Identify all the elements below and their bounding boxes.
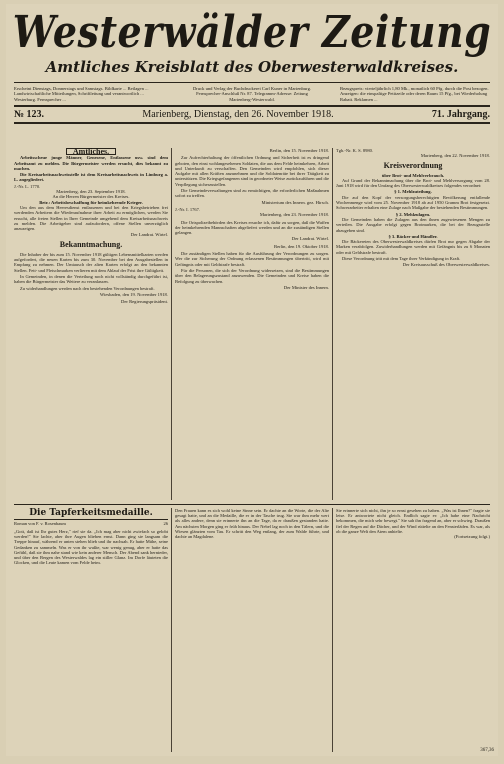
feature-column-3 xyxy=(336,508,490,752)
feature-column-1: „Gott, daß ist Ihr gutes Herz," rief sie da. „Ich mag aber nicht zwiefach so gelobt werden!" Sie lachte, aber ihre Augen blieben ernst. Dann ging sie langsam die Treppe hinauf, während er unten stehen blieb und ihr nachsah. Er hatte Mühe, seine Gedanken zu sammeln. Was er von ihr wußte, war wenig genug, aber er hatte das Gefühl, daß sie ihm nahe stand wie kein anderer Mensch. Der Abend sank hernieder, und über den Bergen des Westerwaldes lag ein stiller Glanz. Im Dorfe läuteten die Glocken, und die Leute kamen vom Felde heim. xyxy=(14,529,168,566)
column-ministry xyxy=(175,148,329,500)
section-heading-announcement: Bekanntmachung. xyxy=(59,239,123,249)
column-divider xyxy=(171,148,172,500)
masthead xyxy=(6,4,498,76)
dateline-berlin-2: Berlin, den 19. Oktober 1918. xyxy=(274,243,329,249)
signature-date: Wiesbaden, den 19. November 1918. xyxy=(99,291,168,297)
article-columns xyxy=(14,148,490,752)
column-divider xyxy=(171,508,172,752)
section-2: § 2. Mehlzulagen. xyxy=(395,211,431,217)
dateline-berlin: Berlin, den 15. November 1918. xyxy=(269,148,329,153)
feature-title: Die Tapferkeitsmedaille. xyxy=(14,508,168,520)
dateline xyxy=(14,105,490,124)
minister-signature: Der Minister des Innern. xyxy=(283,284,329,290)
ordinance-closing: Diese Verordnung tritt mit dem Tage ihrer Verkündigung in Kraft. xyxy=(342,256,461,262)
info-left: Erscheint Dienstags, Donnerstags und Samstags. Bildkarte ... Beilagen ... Landwirtschaftliche Mitteilungen, Schriftleitung und verantwortlich ... Westerburg. Fernsprecher ... xyxy=(14,86,149,102)
feature-meta xyxy=(14,521,168,526)
feature-continued: (Fortsetzung folgt.) xyxy=(454,534,490,540)
issue-number: № 123. xyxy=(14,109,45,121)
section-3-body: Die Bäckereien des Oberwesterwaldkreises dürfen Brot nur gegen Abgabe der Marken verabfolgen. Zuwiderhandlungen werden mit Gefängnis bis zu 6 Monaten oder mit Geldstrafe bestraft. xyxy=(336,239,490,255)
newspaper-subtitle: Amtliches Kreisblatt des Oberwesterwaldkreises. xyxy=(45,58,459,76)
announcement-body-2: In Gemeinden, in denen die Verteilung noch nicht vollständig durchgeführt ist, haben die Bürgermeister das Weitere zu veranlassen. xyxy=(14,273,168,285)
ordinance-subheading: über Brot- und Mehlverbrauch. xyxy=(381,172,445,178)
info-right: Bezugspreis: vierteljährlich 1,80 Mk., monatlich 60 Pfg. durch die Post bezogen. Anzeigen: die einspaltige Petitzeile oder deren Raum 15 Pfg., bei Wiederholung Rabatt. Reklamen ... xyxy=(340,86,489,102)
decree-body: Die zuständigen Stellen haben für die Ausführung der Verordnungen zu sorgen. Wer die zur Sicherung der Ordnung erlassenen Bestimmungen übertritt, wird mit Gefängnis oder mit Geldstrafe bestraft. xyxy=(175,251,329,267)
feature-column-2: Den Frauen kann es sich wohl keine Sinne sein. Er dachte an die Worte, die der Alte gesagt hatte, und an die Medaille, die er in der Tasche trug. Sie war ihm mehr wert als alles andere, denn sie erinnerte ihn an die Tage, da er draußen gestanden hatte. Am nächsten Morgen ging er früh hinaus. Der Nebel lag noch in den Tälern, und die Wiesen glänzten vom Tau. Er schritt den Weg entlang, der zum Walde führte, und dachte an Magdalene. xyxy=(175,508,329,540)
feature-author: Roman von F. v. Rosenbaum xyxy=(14,521,66,526)
feuilleton xyxy=(14,508,490,752)
feature-column-3-text: Sie erinnerte sich nicht, ihn je so ernst gesehen zu haben. „Was ist Ihnen?" fragte sie leise. Er antwortete nicht gleich. Endlich sagte er: „Ich habe eine Nachricht bekommen, die mich sehr bewegt." Sie sah ihn fragend an, aber er schwieg. Draußen fiel der Regen auf die Dächer, und der Wind rüttelte an den Fensterläden. Es war, als ob die ganze Welt den Atem anhielte. xyxy=(336,508,490,534)
dateline-marienberg: Marienberg, den 23. November 1918. xyxy=(259,212,329,218)
feature-number: 26 xyxy=(163,521,168,526)
ref-date: Marienberg, den 23. September 1918. xyxy=(56,189,126,195)
issue-date: Marienberg, Dienstag, den 26. November 1918. xyxy=(142,109,334,121)
ordinance-signature: Der Kreisausschuß des Oberwesterwaldkreises. xyxy=(402,262,490,268)
info-middle: Druck und Verlag der Buchdruckerei Carl Kuner in Marienburg. Fernsprecher-Anschluß Nr. 87. Telegramm-Adresse: Zeitung Marienberg-Westerwald. xyxy=(192,86,312,102)
addressee: An die Herren Bürgermeister des Kreises. xyxy=(52,194,130,200)
ref-number-2: J.-Nr. I. 1767. xyxy=(175,206,200,212)
notice-body: Um den aus dem Heeresdienst entlassenen und bei den Kriegsbetrieben frei werdenden Arbeitern die Wiederaufnahme ihrer Arbeit zu ermöglichen, werden Sie ersucht, alle freien Stellen in Ihrer Gemeinde umgehend dem Kreisarbeitsnachweis zu melden. Die Arbeitgeber sind aufzufordern, offene Stellen unverzüglich anzuzeigen. xyxy=(14,204,168,232)
police-body: Die Ortspolizeibehörden des Kreises ersuche ich, dafür zu sorgen, daß die Waffen der heimkehrenden Mannschaften abgeliefert werden und an die zuständigen Stellen gelangen. xyxy=(175,219,329,236)
section-divider xyxy=(14,504,490,505)
announcement-body-3: Zu widerhandlungen werden nach den bestehenden Verordnungen bestraft. xyxy=(20,285,155,291)
lead-notice: Arbeitsscheue junge Männer, Genesene, Entlassene usw. sind dem Arbeitsamt zu melden. Die Bürgermeister werden ersucht, dies bekannt zu machen. xyxy=(14,155,168,171)
subject-line: Betr.: Arbeitsbeschaffung für heimkehrende Krieger. xyxy=(39,199,143,205)
column-ordinance xyxy=(336,148,490,500)
notice-head: Die Kreisarbeitsnachweisstelle ist dem Kreisarbeitsnachweis in Limburg a. L. angegliedert. xyxy=(14,172,168,183)
ordinance-date: Marienberg, den 22. November 1918. xyxy=(420,153,490,159)
column-divider xyxy=(332,148,333,500)
section-1-body: Die auf den Kopf der versorgungsberechtigten Bevölkerung entfallende Wochenmenge wird vom 25. November 1918 ab auf 1950 Gramm Brot festgesetzt. Schwerarbeiter erhalten eine Zulage nach Maßgabe der bestehenden Bestimmungen. xyxy=(336,194,490,211)
signature-2: Der Regierungspräsident. xyxy=(121,299,168,305)
newspaper-page xyxy=(6,4,498,756)
announcement-body: Die Inhaber der bis zum 15. November 1918 gültigen Lebensmittelkarten werden aufgefordert, die neuen Karten bis zum 30. November bei den Ausgabestellen in Empfang zu nehmen. Der Umtausch der alten Karten erfolgt an den bekannten Stellen. Fett- und Fleischmarken verlieren mit dem Ablauf der Frist ihre Gültigkeit. xyxy=(14,251,168,273)
ordinance-ref: Tgb.-Nr. K. S. 8980. xyxy=(336,148,373,153)
column-divider xyxy=(332,508,333,752)
volume: 71. Jahrgang. xyxy=(431,109,490,121)
publication-info xyxy=(14,82,490,102)
section-2-body: Die Gemeinden haben die Zulagen aus den ihnen zugewiesenen Mengen zu verteilen. Die Ausgabe erfolgt gegen Brotmarken, die bei der Bezugsstelle abzugeben sind. xyxy=(336,216,490,233)
ministry-body-2: Die Gemeindeverwaltungen sind zu ermächtigen, die erforderlichen Maßnahmen sofort zu treffen. xyxy=(175,188,329,199)
section-1: § 1. Mehlzuteilung. xyxy=(394,189,432,195)
section-3: § 3. Bäcker und Händler. xyxy=(388,233,438,239)
ordinance-body: Auf Grund der Bekanntmachung über die Brot- und Mehlversorgung vom 28. Juni 1918 wird für den Umfang des Oberwesterwaldkreises folgendes verordnet: xyxy=(336,177,490,189)
ref-number: J.-Nr. L. 1770. xyxy=(14,183,41,189)
column-official xyxy=(14,148,168,500)
ministry-signature: Ministerium des Innern. gez. Hirsch. xyxy=(261,199,329,205)
footer-mark: 367,36 xyxy=(480,748,494,753)
decree-body-2: Für die Personen, die sich der Verordnung widersetzen, sind die Bestimmungen über den Belagerungszustand anzuwenden. Die Gemeinden und Kreise haben die Befolgung zu überwachen. xyxy=(175,267,329,284)
ministry-body: Zur Aufrechterhaltung der öffentlichen Ordnung und Sicherheit ist es dringend geboten, den einst wohlangesehenen Soldaten, die aus dem Felde heimkehren, Arbeit und Unterkunft zu verschaffen. Den Gemeinden wird empfohlen, sich dieser Aufgabe mit allen Kräften anzunehmen und die Soldatenräte bei ihrer Tätigkeit zu unterstützen. Die Kriegsgefangenen sind in geordneter Weise zurückzuführen und die Verpflegung sicherzustellen. xyxy=(175,155,329,187)
ordinance-heading: Kreisverordnung xyxy=(383,160,443,170)
newspaper-title: Westerwälder Zeitung xyxy=(12,5,492,58)
section-heading-official: Amtliches. xyxy=(66,148,116,155)
signature: Der Landrat. Wirtel. xyxy=(130,232,168,238)
landrat-signature: Der Landrat. Wirtel. xyxy=(291,236,329,242)
